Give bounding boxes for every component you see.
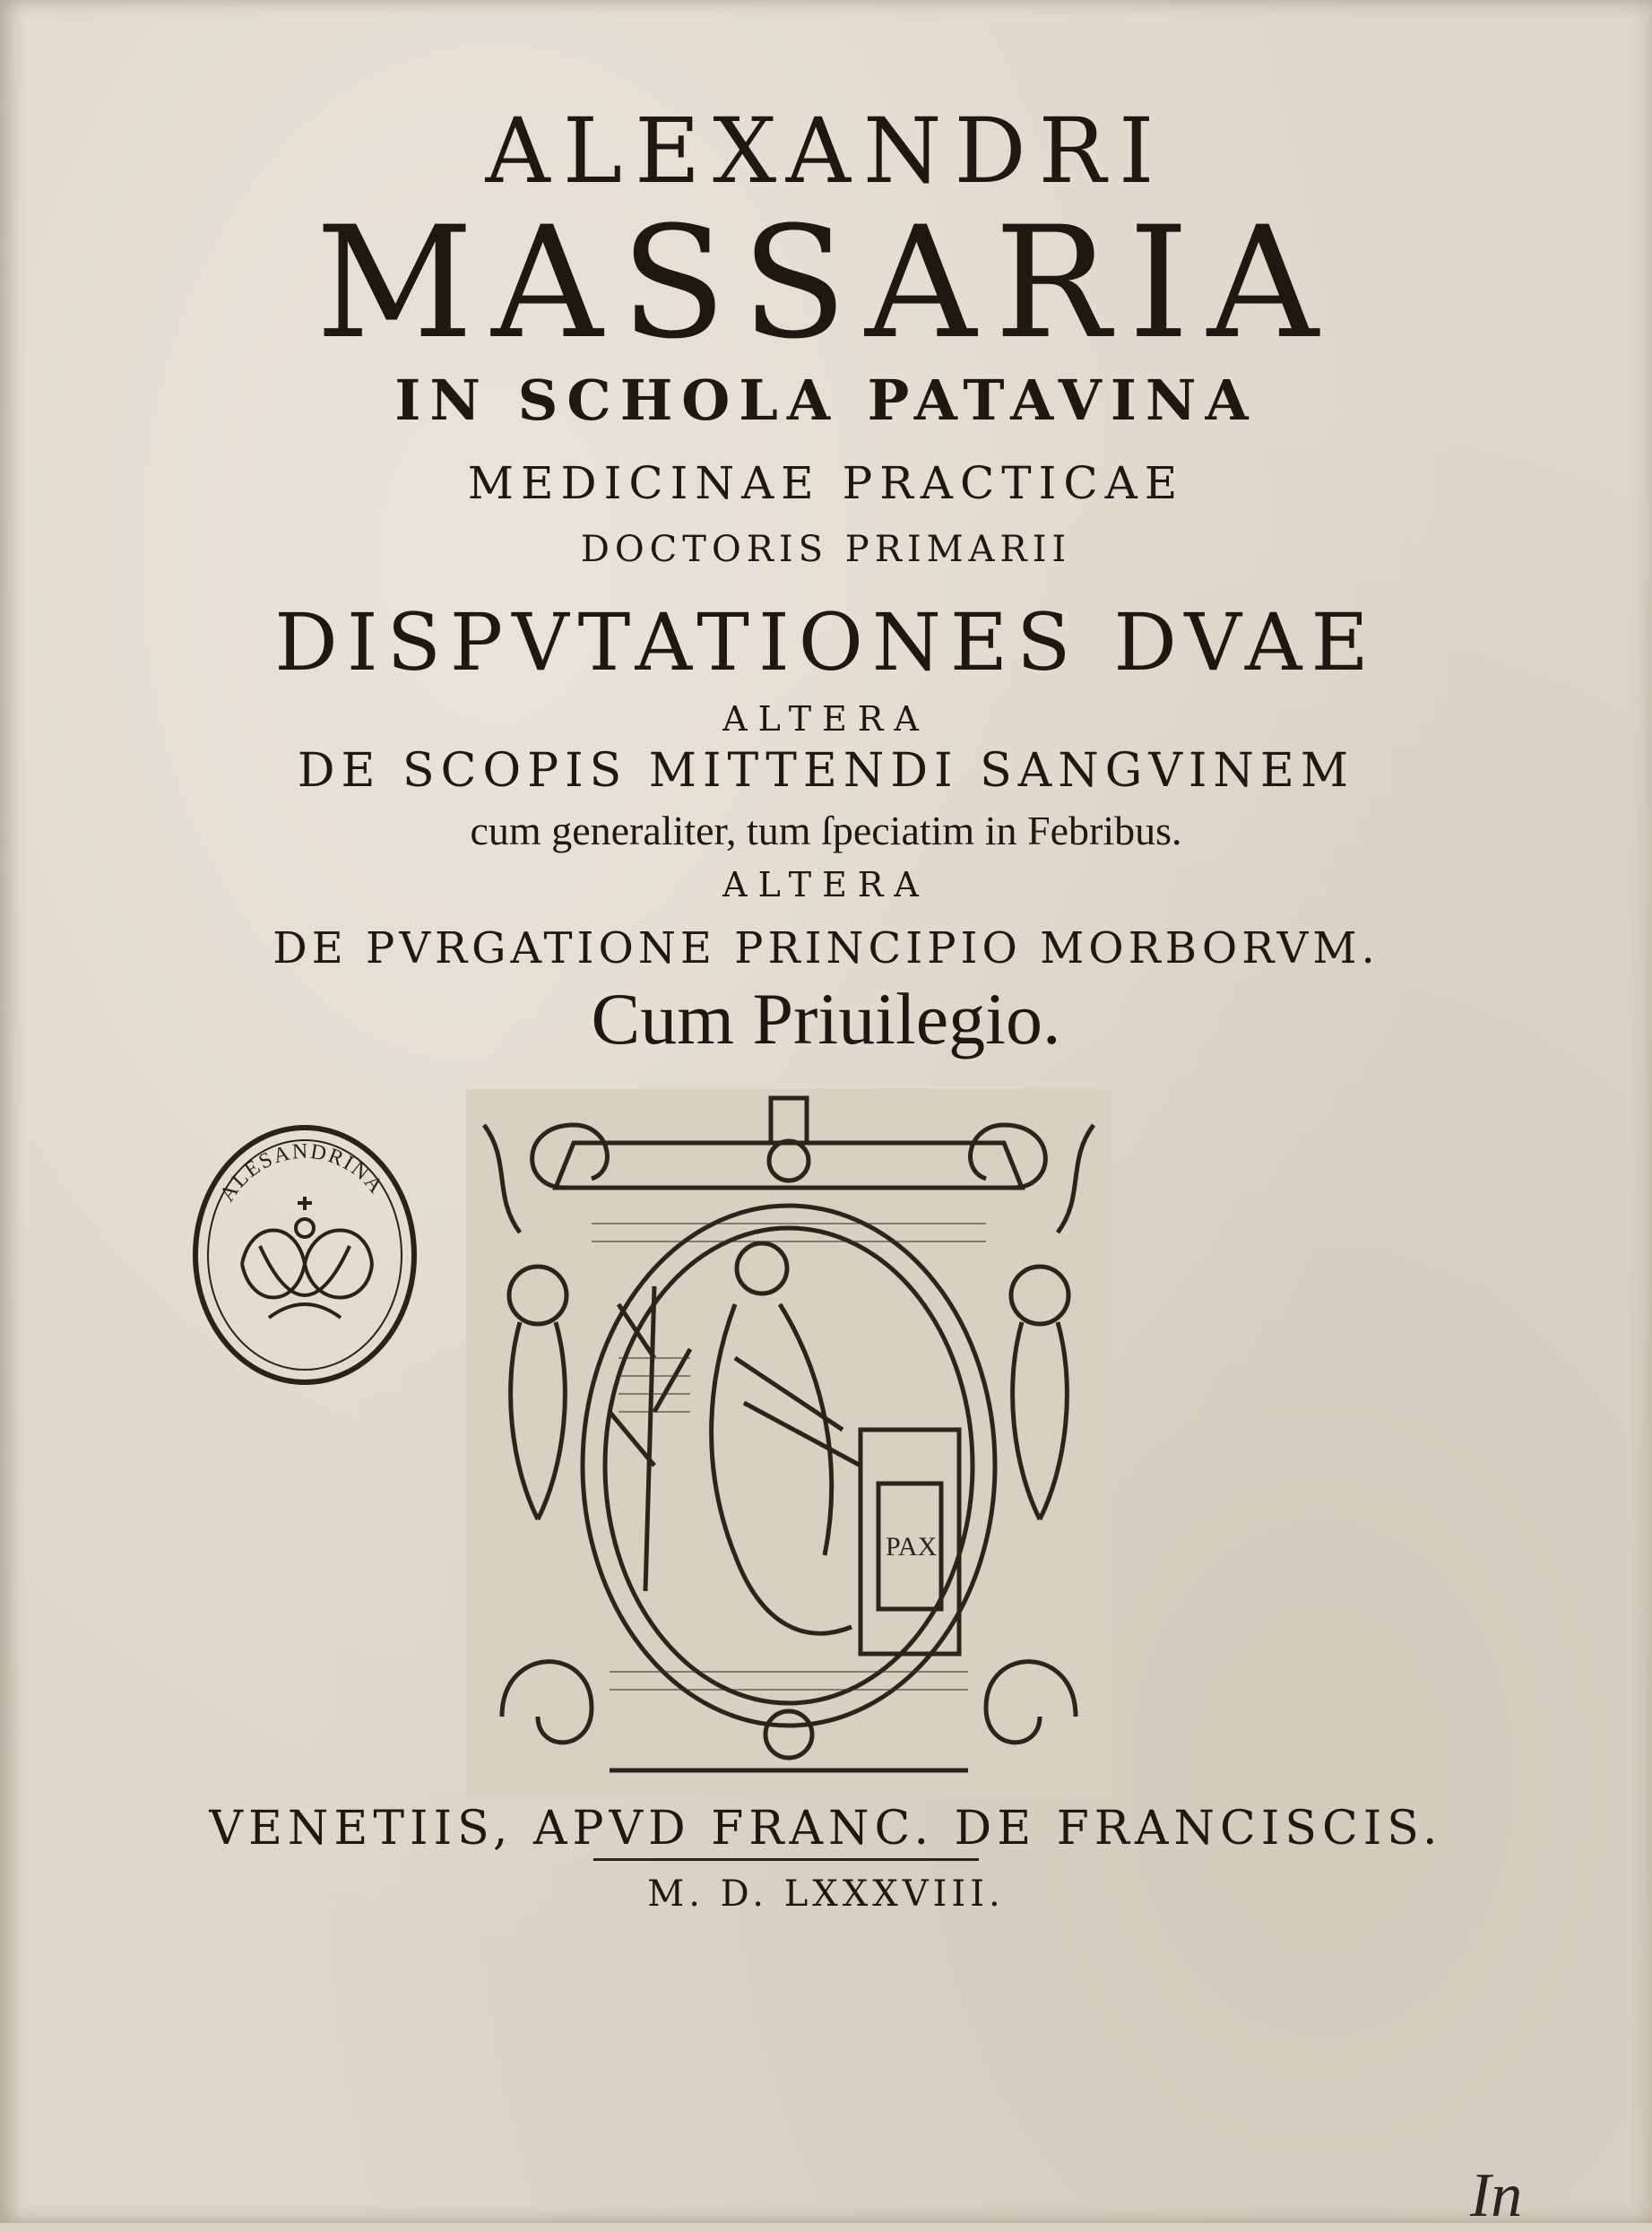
pax-label: PAX bbox=[886, 1532, 938, 1562]
privilege-statement: Cum Priuilegio. bbox=[591, 978, 1061, 1060]
author-rank: DOCTORIS PRIMARII bbox=[580, 529, 1072, 570]
second-part-label: ALTERA bbox=[722, 865, 930, 904]
second-part-title: DE PVRGATIONE PRINCIPIO MORBORVM. bbox=[272, 923, 1380, 973]
library-stamp bbox=[188, 1112, 421, 1389]
first-part-label: ALTERA bbox=[722, 699, 930, 739]
author-affiliation: IN SCHOLA PATAVINA bbox=[394, 368, 1258, 433]
author-first-name: ALEXANDRI bbox=[485, 99, 1167, 203]
imprint-rule bbox=[593, 1858, 979, 1861]
printers-device-woodcut bbox=[466, 1089, 1111, 1797]
imprint-date: M. D. LXXXVIII. bbox=[647, 1873, 1005, 1915]
stamp-text: ALESANDRINA bbox=[215, 1139, 389, 1207]
author-surname: MASSARIA bbox=[316, 193, 1336, 373]
book-title: DISPVTATIONES DVAE bbox=[274, 596, 1378, 688]
first-part-title: DE SCOPIS MITTENDI SANGVINEM bbox=[297, 744, 1355, 798]
handwritten-mark: In bbox=[1470, 2161, 1523, 2230]
imprint-place-printer: VENETIIS, APVD FRANC. DE FRANCISCIS. bbox=[209, 1802, 1443, 1856]
first-part-subtitle: cum generaliter, tum ſpeciatim in Febribus. bbox=[470, 808, 1182, 853]
author-subject: MEDICINAE PRACTICAE bbox=[467, 457, 1185, 509]
